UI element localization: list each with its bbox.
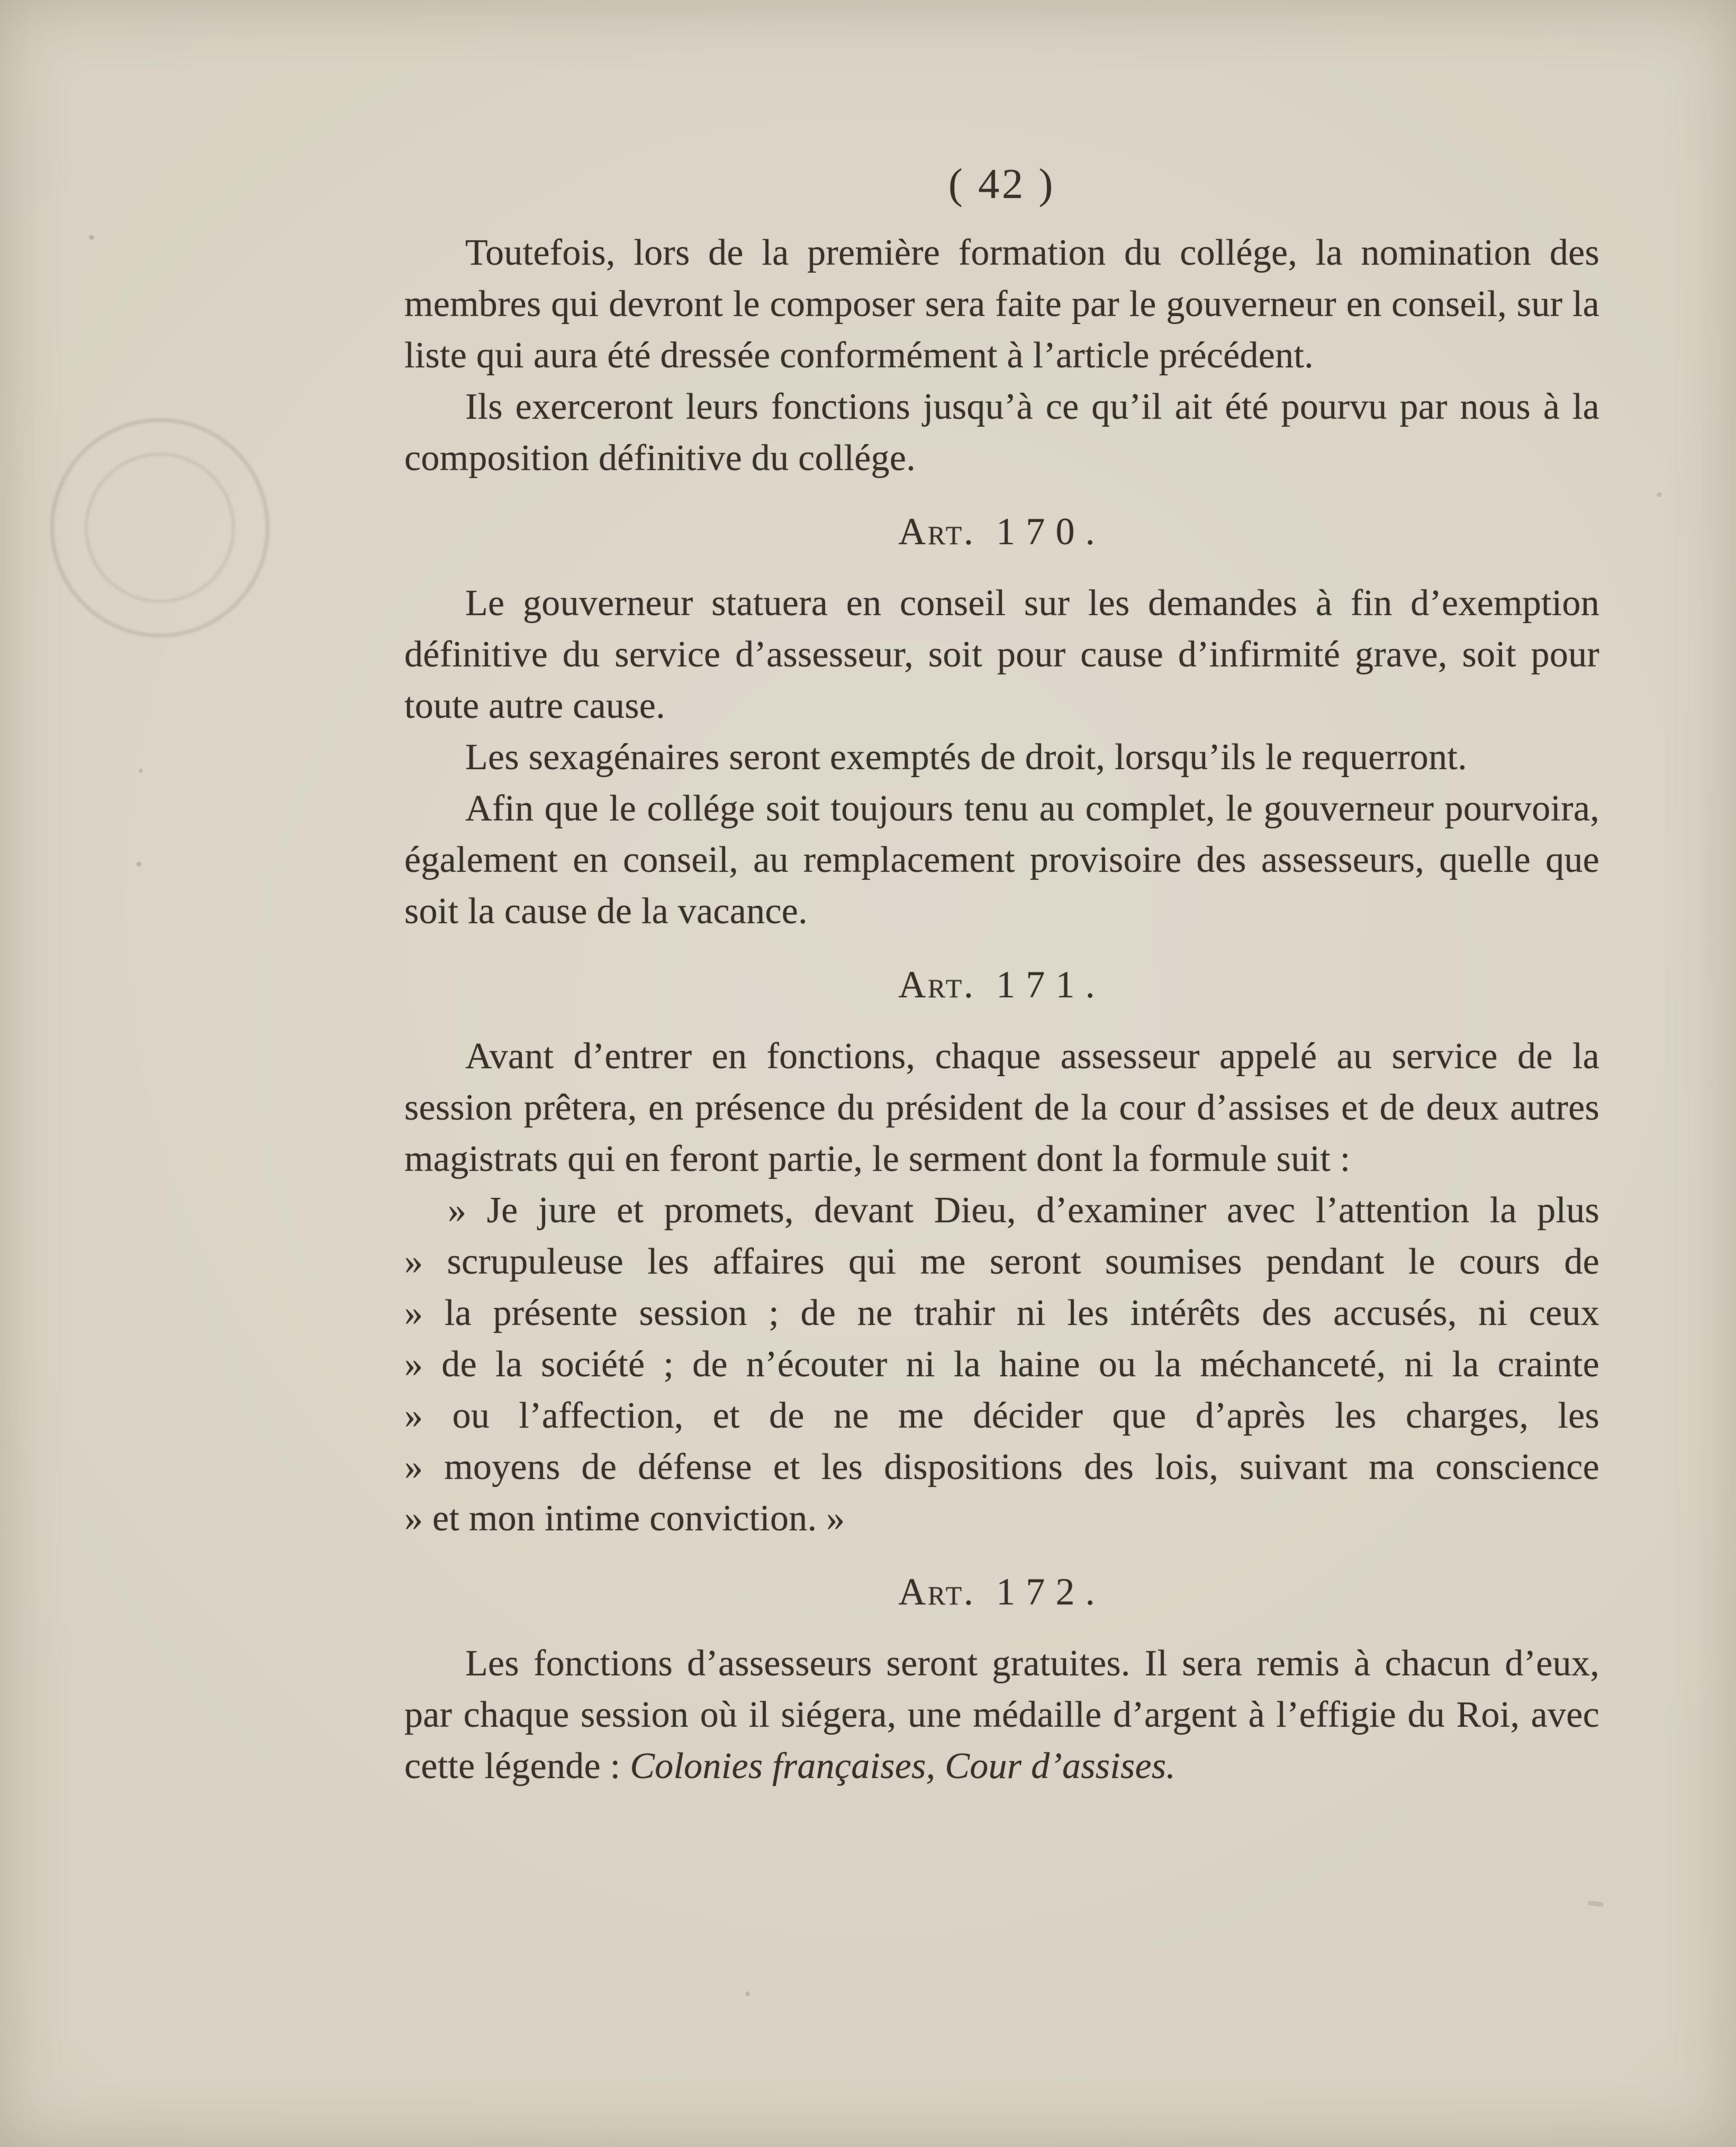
article-heading-172 <box>404 1566 1599 1618</box>
paragraph-sexagenaires: Les sexagénaires seront exemptés de droit, lorsqu’ils le requerront. <box>465 737 1467 778</box>
page-number: ( 42 ) <box>948 161 1056 208</box>
closing-italic-legend: Colonies françaises, Cour d’assises. <box>630 1746 1176 1787</box>
paper-speck <box>139 769 143 773</box>
article-number: 170. <box>996 510 1106 553</box>
article-label: Art. <box>898 1571 975 1613</box>
article-heading-171 <box>404 959 1599 1011</box>
paragraph-fonctions-gratuites <box>404 1638 1599 1792</box>
article-label: Art. <box>898 510 975 553</box>
paper-speck <box>1657 492 1662 497</box>
oath-line: » scrupuleuse les affaires qui me seront soumises pendant le cours de <box>404 1241 1599 1282</box>
oath-line: » ou l’affection, et de ne me décider que d’après les charges, les <box>404 1395 1599 1436</box>
closing-lead-text: Les fonctions d’assesseurs seront gratuites. Il sera remis à chacun d’eux, par chaque session où il siégera, une médaille d’argent à l’effigie du Roi, avec cette légende : <box>404 1643 1599 1787</box>
paragraph-gouverneur-statuera: Le gouverneur statuera en conseil sur les demandes à fin d’exemption définitive du service d’assesseur, soit pour cause d’infirmité grave, soit pour toute autre cause. <box>404 583 1599 726</box>
oath-line: » de la société ; de n’écouter ni la haine ou la méchanceté, ni la crainte <box>404 1344 1599 1385</box>
text-block <box>404 159 1599 1792</box>
library-stamp-icon <box>50 418 269 637</box>
paragraph-avant-entrer: Avant d’entrer en fonctions, chaque assesseur appelé au service de la session prêtera, en présence du président de la cour d’assises et de deux autres magistrats qui en feront partie, le serment dont la formule suit : <box>404 1036 1599 1179</box>
oath-line: » la présente session ; de ne trahir ni les intérêts des accusés, ni ceux <box>404 1293 1599 1333</box>
oath-line: » moyens de défense et les dispositions des lois, suivant ma conscience <box>404 1447 1599 1487</box>
paragraph-afin-college: Afin que le collége soit toujours tenu au complet, le gouverneur pourvoira, également en conseil, au remplacement provisoire des assesseurs, quelle que soit la cause de la vacance. <box>404 788 1599 932</box>
oath-line: » Je jure et promets, devant Dieu, d’examiner avec l’attention la plus <box>448 1190 1599 1231</box>
oath-line: » et mon intime conviction. » <box>404 1498 845 1539</box>
paragraph-toutefois: Toutefois, lors de la première formation du collége, la nomination des membres qui devront le composer sera faite par le gouverneur en conseil, sur la liste qui aura été dressée conformément à l’article précédent. <box>404 232 1599 376</box>
article-label: Art. <box>898 963 975 1006</box>
article-number: 171. <box>996 963 1106 1006</box>
oath-quotation <box>404 1185 1599 1544</box>
paper-speck <box>1588 1900 1604 1907</box>
article-number: 172. <box>996 1571 1106 1613</box>
article-heading-170 <box>404 506 1599 557</box>
paragraph-ils-exerceront: Ils exerceront leurs fonctions jusqu’à ce qu’il ait été pourvu par nous à la composition définitive du collége. <box>404 386 1599 479</box>
paper-speck <box>89 235 94 240</box>
paper-speck <box>745 1991 750 1996</box>
paper-speck <box>137 862 141 867</box>
